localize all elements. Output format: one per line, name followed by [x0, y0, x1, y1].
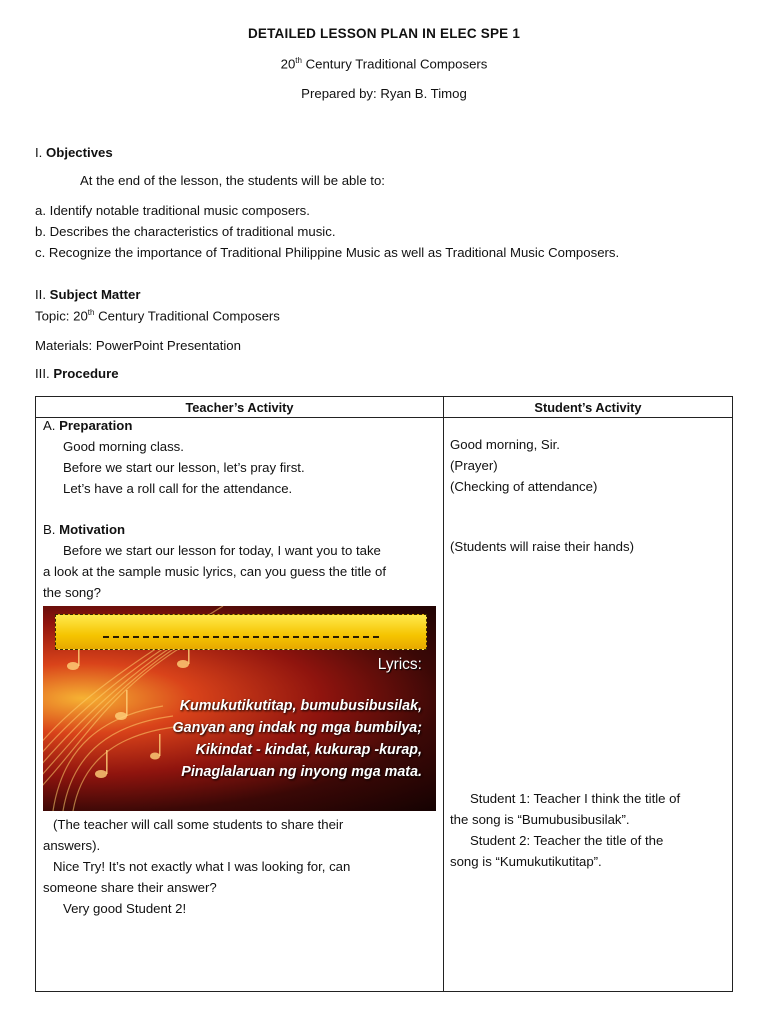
objectives-heading: I. Objectives [35, 145, 113, 160]
teacher-line: the song? [43, 585, 101, 600]
teacher-line: Before we start our lesson, let’s pray first. [63, 460, 305, 475]
teacher-activity-cell [36, 418, 444, 992]
student-line: Student 2: Teacher the title of the [470, 833, 664, 848]
title-blank-line [103, 636, 379, 638]
lyric-line: Kikindat - kindat, kukurap -kurap, [195, 742, 422, 758]
objective-item: b. Describes the characteristics of traditional music. [35, 224, 336, 239]
procedure-heading: III. Procedure [35, 366, 119, 381]
prepared-by: Prepared by: Ryan B. Timog [301, 86, 467, 101]
preparation-heading: A. Preparation [43, 418, 133, 433]
procedure-table [35, 396, 733, 992]
student-line: (Checking of attendance) [450, 479, 598, 494]
teacher-line: Good morning class. [63, 439, 184, 454]
motivation-heading: B. Motivation [43, 522, 126, 537]
teacher-line: Before we start our lesson for today, I want you to take [63, 543, 381, 558]
student-line: (Students will raise their hands) [450, 539, 634, 554]
lyric-line: Pinaglalaruan ng inyong mga mata. [181, 764, 422, 780]
teacher-line: Nice Try! It’s not exactly what I was looking for, can [53, 859, 351, 874]
student-line: Student 1: Teacher I think the title of [470, 791, 681, 806]
teacher-line: Very good Student 2! [63, 901, 187, 916]
document-title: DETAILED LESSON PLAN IN ELEC SPE 1 [247, 26, 521, 41]
teacher-line: (The teacher will call some students to share their [53, 817, 344, 832]
teacher-line: Let’s have a roll call for the attendance. [63, 481, 293, 496]
teacher-line: answers). [43, 838, 101, 853]
materials: Materials: PowerPoint Presentation [35, 338, 241, 353]
teacher-line: a look at the sample music lyrics, can you guess the title of [43, 564, 387, 579]
student-activity-header: Student’s Activity [444, 397, 733, 418]
teacher-activity-header: Teacher’s Activity [36, 397, 444, 418]
lyric-line: Ganyan ang indak ng mga bumbilya; [172, 720, 422, 736]
student-activity-cell [444, 418, 733, 992]
student-line: (Prayer) [450, 458, 498, 473]
student-line: the song is “Bumubusibusilak”. [450, 812, 630, 827]
document-subtitle: 20th Century Traditional Composers [280, 56, 488, 72]
lyrics-label: Lyrics: [377, 656, 422, 673]
objective-item: c. Recognize the importance of Traditional Philippine Music as well as Traditional Music Composers. [35, 245, 620, 260]
lyric-line: Kumukutikutitap, bumubusibusilak, [179, 698, 422, 714]
song-title-blank [55, 614, 427, 650]
lyrics-image [43, 606, 436, 811]
objective-item: a. Identify notable traditional music composers. [35, 203, 310, 218]
objectives-intro: At the end of the lesson, the students will be able to: [80, 173, 385, 188]
student-line: Good morning, Sir. [450, 437, 560, 452]
student-line: song is “Kumukutikutitap”. [450, 854, 602, 869]
subject-matter-heading: II. Subject Matter [35, 287, 141, 302]
teacher-line: someone share their answer? [43, 880, 217, 895]
topic: Topic: 20th Century Traditional Composers [35, 308, 280, 324]
